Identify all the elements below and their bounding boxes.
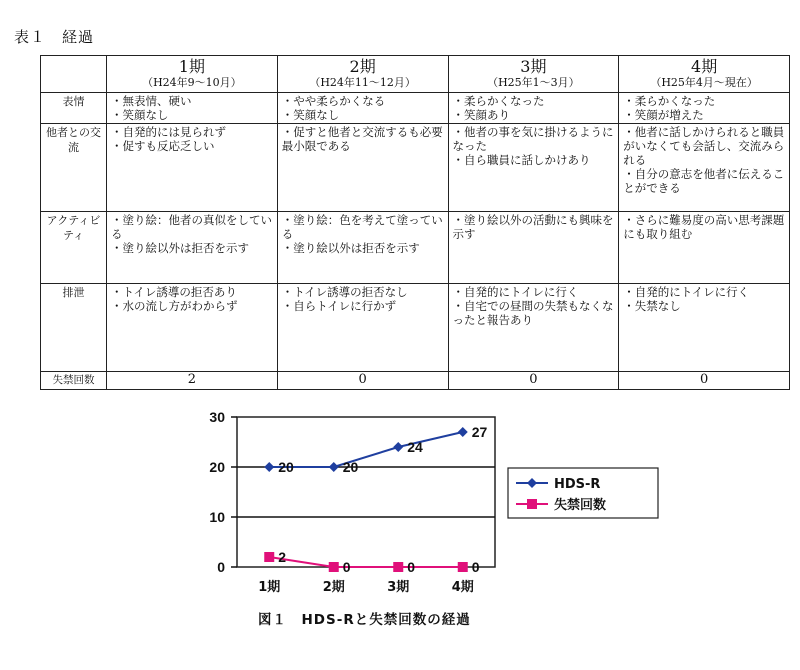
table-cell: 0 — [277, 372, 448, 390]
table-cell — [107, 212, 278, 284]
cell-item: ・塗り絵：他者の真似をしている — [111, 213, 272, 241]
cell-item: ・無表情、硬い — [111, 94, 192, 108]
cell-item: ・さらに難易度の高い思考課題にも取り組む — [623, 213, 785, 241]
cell-item: ・塗り絵以外は拒否を示す — [111, 241, 249, 255]
table-cell — [619, 284, 790, 372]
cell-item: ・笑顔なし — [281, 108, 340, 122]
cell-item: ・笑顔が増えた — [623, 108, 704, 122]
data-point — [264, 552, 274, 562]
table-cell — [448, 93, 619, 124]
cell-item: ・柔らかくなった — [623, 94, 716, 108]
phase-header — [277, 56, 448, 93]
cell-item: ・トイレ誘導の拒否あり — [111, 285, 237, 299]
x-tick-label: 2期 — [322, 580, 345, 595]
x-tick-label: 1期 — [258, 580, 281, 595]
row-header: アクティビティ — [41, 212, 107, 284]
row-header: 他者との交流 — [41, 124, 107, 212]
row-header: 失禁回数 — [41, 372, 107, 390]
line-chart — [190, 410, 670, 605]
data-label: 27 — [471, 424, 488, 440]
table-row — [41, 124, 790, 212]
table-row — [41, 372, 790, 390]
row-header: 表情 — [41, 93, 107, 124]
table-cell: 2 — [107, 372, 278, 390]
cell-item: ・塗り絵以外は拒否を示す — [281, 241, 420, 255]
table-cell — [107, 93, 278, 124]
table-row — [41, 284, 790, 372]
plot-area — [237, 417, 495, 567]
cell-item: ・塗り絵以外の活動にも興味を示す — [452, 213, 614, 241]
cell-item: ・塗り絵：色を考えて塗っている — [281, 213, 443, 241]
table-cell — [619, 124, 790, 212]
legend-label: HDS-R — [554, 477, 601, 492]
phase-label: 1期 — [178, 57, 205, 76]
y-tick-label: 10 — [209, 509, 225, 525]
cell-item: ・自発的にトイレに行く — [452, 285, 579, 299]
cell-item: ・笑顔あり — [452, 108, 510, 122]
phase-header — [619, 56, 790, 93]
table-cell — [448, 284, 619, 372]
cell-item: ・自宅での昼間の失禁もなくなったと報告あり — [452, 299, 614, 327]
phase-range: （H25年4月～現在） — [650, 76, 758, 89]
phase-range: （H25年1～3月） — [487, 76, 580, 89]
table-cell — [277, 284, 448, 372]
phase-header — [448, 56, 619, 93]
table-cell — [107, 284, 278, 372]
cell-item: ・自らトイレに行かず — [281, 299, 397, 313]
cell-item: ・柔らかくなった — [452, 94, 545, 108]
figure-caption: 図１ HDS-Rと失禁回数の経過 — [258, 612, 471, 628]
phase-label: 4期 — [691, 57, 718, 76]
table-header-row — [41, 56, 790, 93]
table-cell — [277, 212, 448, 284]
cell-item: ・失禁なし — [623, 299, 681, 313]
x-tick-label: 3期 — [387, 580, 410, 595]
cell-item: ・やや柔らかくなる — [281, 94, 386, 108]
cell-item: ・自ら職員に話しかけあり — [452, 153, 591, 167]
cell-item: ・促すと他者と交流するも必要最小限である — [281, 125, 443, 153]
table-cell — [277, 93, 448, 124]
cell-item: ・トイレ誘導の拒否なし — [281, 285, 408, 299]
phase-range: （H24年11～12月） — [309, 76, 416, 89]
cell-item: ・自分の意志を他者に伝えることができる — [623, 167, 785, 195]
table-row — [41, 93, 790, 124]
x-tick-label: 4期 — [451, 580, 474, 595]
phase-range: （H24年9～10月） — [142, 76, 242, 89]
phase-label: 3期 — [520, 57, 547, 76]
corner-cell — [41, 56, 107, 93]
data-point — [393, 562, 403, 572]
table-cell — [107, 124, 278, 212]
data-label: 20 — [342, 459, 359, 475]
table-cell — [448, 212, 619, 284]
cell-item: ・促すも反応乏しい — [111, 139, 215, 153]
phase-label: 2期 — [349, 57, 376, 76]
table-row — [41, 212, 790, 284]
data-point — [329, 562, 339, 572]
y-tick-label: 0 — [217, 559, 225, 575]
data-label: 0 — [342, 559, 351, 575]
table-cell — [448, 124, 619, 212]
table-cell: 0 — [619, 372, 790, 390]
y-tick-label: 20 — [209, 459, 225, 475]
phase-header — [107, 56, 278, 93]
table-cell — [619, 212, 790, 284]
y-tick-label: 30 — [209, 410, 225, 425]
data-label: 24 — [407, 439, 423, 455]
table-cell — [277, 124, 448, 212]
legend-label: 失禁回数 — [554, 498, 607, 513]
data-label: 2 — [278, 549, 287, 565]
cell-item: ・他者に話しかけられると職員がいなくても会話し、交流みられる — [623, 125, 785, 167]
legend-marker — [527, 499, 537, 509]
cell-item: ・自発的にトイレに行く — [623, 285, 750, 299]
progress-table — [40, 55, 790, 390]
cell-item: ・笑顔なし — [111, 108, 169, 122]
table-title: 表１ 経過 — [14, 28, 95, 46]
cell-item: ・水の流し方がわからず — [111, 299, 238, 313]
data-label: 0 — [471, 559, 480, 575]
table-cell — [619, 93, 790, 124]
data-label: 0 — [407, 559, 416, 575]
cell-item: ・自発的には見られず — [111, 125, 226, 139]
data-label: 20 — [278, 459, 294, 475]
table-cell: 0 — [448, 372, 619, 390]
data-point — [458, 562, 468, 572]
row-header: 排泄 — [41, 284, 107, 372]
cell-item: ・他者の事を気に掛けるようになった — [452, 125, 614, 153]
